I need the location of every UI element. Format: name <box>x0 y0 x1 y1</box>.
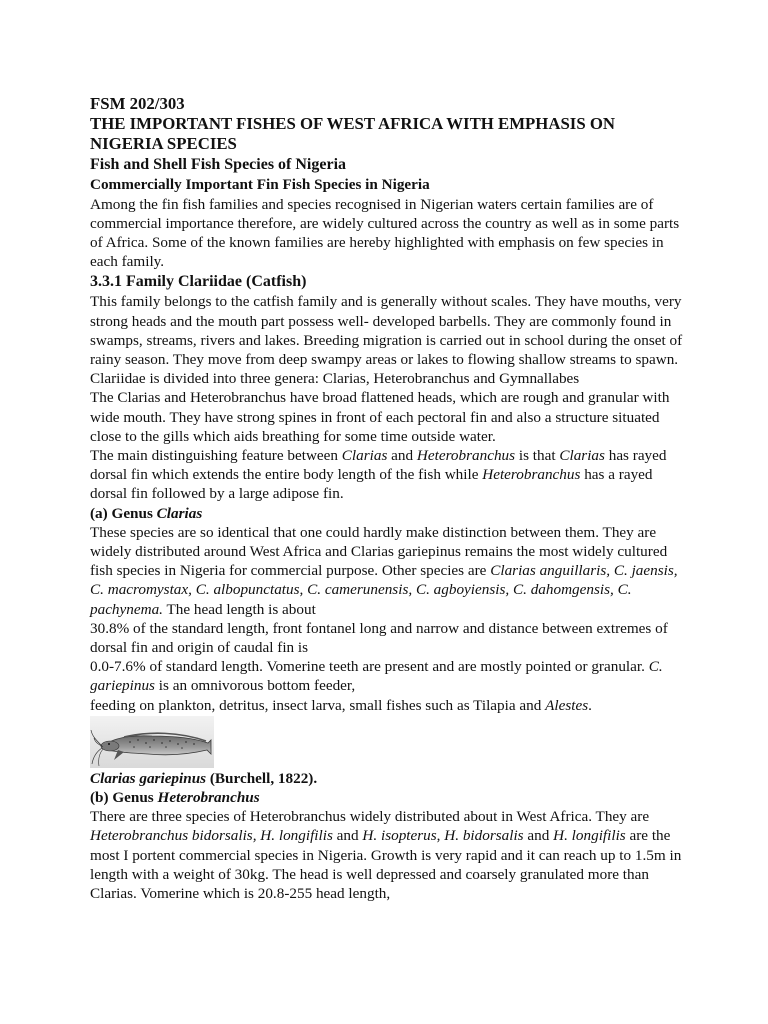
species-list: Clarias anguillaris, C. jaensis, C. macromystax, C. albopunctatus, C. camerunensis, C. agboyiensis, C. dahomgensis, C. pachynema. <box>90 562 678 618</box>
clarias-paragraph-1 <box>90 523 690 619</box>
clarias-paragraph-4 <box>90 696 690 715</box>
heading-prefix: (b) Genus <box>90 788 158 806</box>
catfish-photo <box>90 716 690 768</box>
genus-italic: Clarias <box>559 446 605 464</box>
species-italic: Heterobranchus bidorsalis, H. longifilis <box>90 827 333 845</box>
text-run: feeding on plankton, detritus, insect larva, small fishes such as Tilapia and <box>90 696 546 714</box>
text-run: are the most I portent commercial species in Nigeria. Growth is very rapid and it can reach up to 1.5m in length with a weight of 30kg. The head is well depressed and coarsely granulated more than Clarias. Vomerine which is 20.8-255 head length, <box>90 827 682 902</box>
species-italic: Alestes <box>545 696 589 714</box>
caption-author: (Burchell, 1822). <box>206 769 318 787</box>
clariidae-paragraph-3 <box>90 446 690 504</box>
clariidae-paragraph-2: The Clarias and Heterobranchus have broad flattened heads, which are rough and granular with wide mouth. They have strong spines in front of each pectoral fin and also a structure situated close to the gills which aids breathing for some time outside water. <box>90 389 670 445</box>
text-run: , <box>436 827 445 845</box>
text-run: and <box>387 446 417 464</box>
text-run: These species are so identical that one could hardly make distinction between them. They are widely distributed around West Africa and Clarias gariepinus remains the most widely cultured fish species in Nigeria for commercial purpose. Other species are <box>90 523 668 580</box>
course-code: FSM 202/303 <box>90 94 185 113</box>
text-run: has rayed dorsal fin which extends the entire body length of the fish while <box>90 446 667 484</box>
document-subtitle: Fish and Shell Fish Species of Nigeria <box>90 156 347 173</box>
clarias-paragraph-3 <box>90 657 690 695</box>
clarias-paragraph-2: 30.8% of the standard length, front fontanel long and narrow and distance between extremes of dorsal fin and origin of caudal fin is <box>90 619 668 656</box>
species-italic: H. isopterus <box>362 827 437 845</box>
text-run: and <box>523 827 554 845</box>
section-heading: Commercially Important Fin Fish Species in Nigeria <box>90 176 430 193</box>
species-italic: H. longifilis <box>553 827 626 845</box>
heterobranchus-heading <box>90 788 690 807</box>
text-run: The head length is about <box>162 600 316 618</box>
text-run: has a rayed dorsal fin followed by a large adipose fin. <box>90 466 653 503</box>
heading-genus: Clarias <box>156 504 203 522</box>
text-run: and <box>332 827 363 845</box>
species-italic: H. bidorsalis <box>444 827 524 845</box>
text-run: is an omnivorous bottom feeder, <box>154 677 356 695</box>
heading-prefix: (a) Genus <box>90 504 157 522</box>
text-run: is that <box>515 446 560 464</box>
clarias-heading <box>90 504 690 523</box>
heterobranchus-paragraph <box>90 807 690 903</box>
caption-species: Clarias gariepinus <box>90 769 207 787</box>
species-italic: C. gariepinus <box>90 658 663 695</box>
genus-italic: Heterobranchus <box>482 466 581 484</box>
image-caption <box>90 769 690 788</box>
clariidae-paragraph-1: This family belongs to the catfish family and is generally without scales. They have mouths, very strong heads and the mouth part possess well- developed barbells. They are commonly found in swamps, streams, rivers and lakes. Breeding migration is carried out in school during the onset of rainy season. They move from deep swampy areas or lakes to flowing shallow streams to spawn. Clariidae is divided into three genera: Clarias, Heterobranchus and Gymnallabes <box>90 293 683 388</box>
genus-italic: Heterobranchus <box>416 446 516 464</box>
clariidae-heading: 3.3.1 Family Clariidae (Catfish) <box>90 273 307 291</box>
text-run: The main distinguishing feature between <box>90 446 342 464</box>
document-page <box>90 94 690 903</box>
catfish-icon <box>90 716 214 768</box>
text-run: There are three species of Heterobranchus widely distributed about in West Africa. They are <box>90 808 650 826</box>
document-title: THE IMPORTANT FISHES OF WEST AFRICA WITH EMPHASIS ON NIGERIA SPECIES <box>90 114 616 153</box>
heading-genus: Heterobranchus <box>157 788 260 806</box>
genus-italic: Clarias <box>341 446 388 464</box>
intro-paragraph: Among the fin fish families and species recognised in Nigerian waters certain families are of commercial importance therefore, are widely cultured across the country as well as in some parts of Africa. Some of the known families are hereby highlighted with emphasis on few species in each family. <box>90 195 680 271</box>
text-run: . <box>588 696 592 714</box>
text-run: 0.0-7.6% of standard length. Vomerine teeth are present and are mostly pointed or granular. <box>90 658 649 676</box>
